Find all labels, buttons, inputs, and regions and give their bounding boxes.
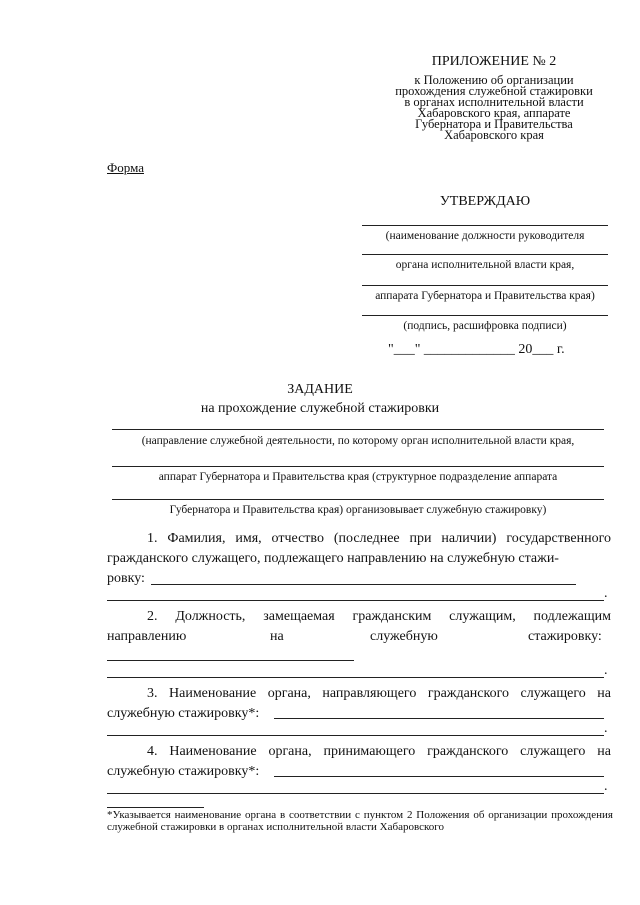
- item-3-line-1: 3. Наименование органа, направляющего гражданского служащего на: [147, 686, 611, 701]
- appendix-line-4: Хабаровского края, аппарате: [417, 106, 571, 120]
- item-4-line-2: служебную стажировку*:: [107, 764, 260, 779]
- item-3-line-2: служебную стажировку*:: [107, 706, 260, 721]
- item-2-field-line-2[interactable]: [107, 677, 604, 678]
- approval-date: "___" _____________ 20___ г.: [388, 342, 565, 357]
- item-2-word-1: направлению: [107, 629, 187, 644]
- item-2-word-3: служебную: [370, 629, 438, 644]
- item-3-field-line-1[interactable]: [274, 718, 604, 719]
- item-4-field-line-1[interactable]: [274, 776, 604, 777]
- form-label: Форма: [107, 160, 144, 175]
- task-line-3: [112, 499, 604, 500]
- item-4-line-1: 4. Наименование органа, принимающего гражданского служащего на: [147, 744, 611, 759]
- approval-caption-1: (наименование должности руководителя: [385, 230, 585, 242]
- task-subtitle: на прохождение служебной стажировки: [200, 401, 440, 416]
- item-2-line-1: 2. Должность, замещаемая гражданским служащим, подлежащим: [147, 609, 611, 624]
- appendix-line-1: к Положению об организации: [414, 73, 574, 87]
- item-1-tail: ровку:: [107, 571, 145, 586]
- approval-line-4: [362, 315, 608, 316]
- item-2-field-line-1[interactable]: [107, 660, 354, 661]
- appendix-line-3: в органах исполнительной власти: [404, 95, 584, 109]
- appendix-line-2: прохождения служебной стажировки: [395, 84, 593, 98]
- task-title: ЗАДАНИЕ: [287, 382, 353, 397]
- task-line-1: [112, 429, 604, 430]
- item-4-field-line-2[interactable]: [107, 793, 604, 794]
- task-line-2: [112, 466, 604, 467]
- appendix-line-6: Хабаровского края: [444, 128, 544, 142]
- task-caption-1: (направление служебной деятельности, по которому орган исполнительной власти края,: [141, 435, 575, 447]
- item-2-period: .: [604, 663, 608, 678]
- approval-title: УТВЕРЖДАЮ: [439, 194, 531, 209]
- approval-caption-3: аппарата Губернатора и Правительства края): [375, 290, 595, 302]
- item-3-period: .: [604, 721, 608, 736]
- appendix-title: ПРИЛОЖЕНИЕ № 2: [431, 54, 557, 69]
- item-2-word-4: стажировку:: [528, 629, 602, 644]
- approval-line-1: [362, 225, 608, 226]
- item-1-period: .: [604, 586, 608, 601]
- item-1-field-line-2[interactable]: [107, 600, 604, 601]
- task-caption-2: аппарат Губернатора и Правительства края (структурное подразделение аппарата: [158, 471, 558, 483]
- approval-line-2: [362, 254, 608, 255]
- task-caption-3: Губернатора и Правительства края) организовывает служебную стажировку): [169, 504, 547, 516]
- item-2-word-2: на: [270, 629, 284, 644]
- appendix-line-5: Губернатора и Правительства: [415, 117, 573, 131]
- item-1-text: 1. Фамилия, имя, отчество (последнее при наличии) государственного гражданского служащего, подлежащего направлению на служебную стажи-: [107, 531, 611, 566]
- footnote-text: *Указывается наименование органа в соответствии с пунктом 2 Положения об организации прохождения служебной стажировки в органах исполнительной власти Хабаровского: [107, 809, 613, 833]
- item-4-period: .: [604, 779, 608, 794]
- approval-caption-2: органа исполнительной власти края,: [395, 259, 575, 271]
- footnote-separator: [107, 807, 204, 808]
- item-1-field-line-1[interactable]: [151, 584, 576, 585]
- item-3-field-line-2[interactable]: [107, 735, 604, 736]
- approval-line-3: [362, 285, 608, 286]
- approval-caption-4: (подпись, расшифровка подписи): [403, 320, 567, 332]
